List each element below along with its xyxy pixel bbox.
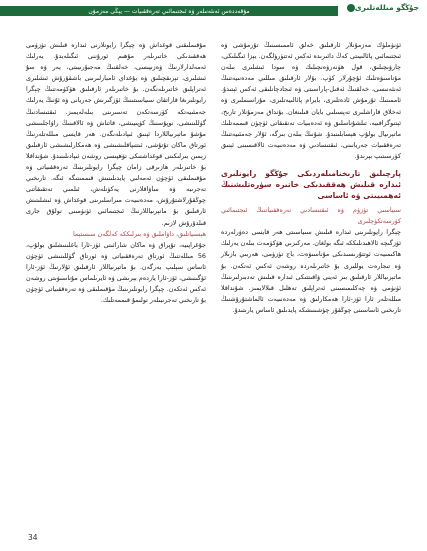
section-subheading: سىياسىي تۈزۈم ۋە ئىقتىسادىي تەرەققىياتنىڭ ئىجتىمائىي كۆرسەتكۈچلىرى	[221, 206, 401, 226]
page-number: 34	[28, 533, 38, 542]
right-paragraph-2: چېگرا رايونلىرىنى ئىدارە قىلىش سىياسىتى ھەر قايسى دەۋرلەردە ئۆزگىچە ئالاھىدىلىككە ئىگە بولغان. مەركىزىي ھۆكۈمەت بىلەن يەرلىك ھاكىمىيەت ئوتتۇرىسىدىكى مۇناسىۋەت، باج تۈزۈمى، ھەربىي بازىلار ۋە تىجارەت يوللىرى بۇ خاتىرىلەردە روشەن ئەكس ئەتكەن. بۇ ماتېرىياللار ئارقىلىق بىز ئەينى ۋاقىتتىكى ئىدارە قىلىش تەدبىرلىرىنىڭ ئۈنۈمى ۋە چەكلىمىسىنى ئەتراپلىق تەھلىل قىلالايمىز. شۇنداقلا مىللەتلەر ئارا ئۆز-ئارا ھەمكارلىق ۋە مەدەنىيەت ئالماشتۇرۇشنىڭ تارىخىي ئاساسىنى چوڭقۇر چۈشىنىشكە پايدىلىق ئاساس يارىتىدۇ.	[221, 228, 401, 314]
logo-mark-icon	[347, 4, 355, 12]
journal-logo-text: جۇڭگو مىللەتلىرى	[354, 3, 419, 12]
right-paragraph-1: ئۈنۈملۈك مەزمۇنلار ئارقىلىق خەلق ئاممىسىنىڭ تۇرمۇشى ۋە ئىجتىمائىي پائالىيىتى كەڭ دائىرىدە ئەكس ئەتتۈرۈلگەن. يېزا ئىگىلىكى، چارۋىچىلىق، قول ھۈنەرۋەنچىلىك ۋە سودا ئىشلىرى بىلەن مۇناسىۋەتلىك ئۇچۇرلار كۆپ. بۇلار ئارقىلىق مىللىي مەدەنىيەتنىڭ ئەنئەنىسى، خەلقنىڭ ئەقىل-پاراسىتى ۋە ئىجادچانلىقى ئەكس ئېتىدۇ. ئاممىنىڭ تۇرمۇش ئادەتلىرى، بايرام پائالىيەتلىرى، مۇراسىملىرى ۋە ئەخلاق قاراشلىرى تەپسىلىي بايان قىلىنغان. بۇنداق مەزمۇنلار تارىخ، ئېتنوگرافىيە، تىلشۇناسلىق ۋە ئەدەبىيات تەتقىقاتى ئۈچۈن قىممەتلىك ماتېرىيال بولۇپ ھېسابلىنىدۇ. شۇنىڭ بىلەن بىرگە، ئۇلار جەمئىيەتنىڭ تەرەققىيات جەريانىنى، ئىقتىسادىي ۋە مەدەنىيەت ئالاقىسىنى ئېنىق كۆرسىتىپ بېرىدۇ.	[221, 41, 401, 160]
section-heading: پارچىلىق تارىخنامىلەردىكى جۇڭگو رايونلىرى ئىدارە قىلىش ھەققىدىكى خاتىرە سۈرەتلىشنىڭ ئەھمىيىتى ۋە ئاساسى	[221, 169, 401, 201]
left-paragraph-2: جۇغراپىيە، تۇپراق ۋە ماكان شارائىتى ئۆز-ئارا باغلىنىشلىق بولۇپ، 56 مىللەتنىڭ ئورتاق تەرەققىياتى ۋە ئورتاق گۈللىنىشى ئۈچۈن ئاساس سېلىپ بەرگەن. بۇ ماتېرىياللار ئارقىلىق ئۇلارنىڭ ئۆز-ئارا ئۆگىنىشى، ئۆز-ئارا ياردەم بېرىشى ۋە ئايرىلماس مۇناسىۋىتى روشەن ئەكس ئەتكەن. چېگرا رايونلىرىنىڭ مۇقىملىقى ۋە تەرەققىياتى ئۈچۈن بۇ تارىخىي تەجرىبىلەر تولىمۇ قىممەتلىك.	[26, 240, 206, 305]
journal-logo	[344, 3, 419, 12]
running-header	[0, 0, 427, 20]
right-column	[221, 40, 401, 316]
left-paragraph-1: مۇقىملىقنى قوغداش ۋە چېگرا رايونلارنى ئىدارە قىلىش تۈزۈمى ھەققىدىكى خاتىرىلەر مۇھىم ئورۇننى ئىگىلەيدۇ. يەرلىك ئەمەلدارلارنىڭ ۋەزىپىسى، خەلقنىڭ مەجبۇرىيىتى، يەر ۋە سۇ ئىشلىرى، تېرىقچىلىق ۋە بۇغداي ئامبارلىرىنى باشقۇرۇش ئىشلىرى ئەتراپلىق خاتىرىلەنگەن. بۇ خاتىرىلەر ئارقىلىق ھۆكۈمەتنىڭ چېگرا رايونلىرىغا قاراتقان سىياسىتىنىڭ ئۆزگىرىش جەريانى ۋە ئۇنىڭ يەرلىك جەمئىيەتكە كۆرسەتكەن تەسىرىنى بىلەلەيمىز. ئىقتىسادنىڭ گۈللىنىشى، نوپۇسنىڭ كۆپىيىشى، قاتناش ۋە ئالاقىنىڭ راۋاجلىنىشى مۇشۇ ماتېرىياللاردا ئېنىق ئىپادىلەنگەن. ھەر قايسى مىللەتلەرنىڭ ئورتاق ماكان تۇتۇشى، ئىتتىپاقلىشىشى ۋە ھەمكارلىشىشى ئارقىلىق زېمىن بىرلىكىنى قوغداشتىكى تۆھپىسى روشەن ئىپادىلىنىدۇ. شۇنداقلا بۇ خاتىرىلەر ھازىرقى زامان چېگرا رايونلىرىنىڭ تەرەققىياتى ۋە مۇقىملىقى ئۈچۈن ئەمەلىي پايدىلىنىش قىممىتىگە ئىگە. تارىخىي تەجرىبە ۋە ساۋاقلارنى يەكۈنلەش، ئىلمىي تەتقىقاتنى چوڭقۇرلاشتۇرۇش، مەدەنىيەت مىراسلىرىنى قوغداش ۋە ئىشلىتىش ئارقىلىق بۇ ماتېرىياللارنىڭ ئىجتىمائىي ئۈنۈمىنى تولۇق جارى قىلدۇرۇش لازىم.	[26, 41, 206, 227]
header-strip-text: مۇقەددەس ئەنئەنىلەر ۋە ئىجتىمائىي تەرەققىيات — يېڭى مەزمۇن	[88, 7, 250, 15]
left-subheading: ھېسىياتلىق، داۋاملىق ۋە بىرلىككە كەلگەن سىستېما	[72, 229, 206, 238]
left-column	[26, 40, 206, 306]
header-strip	[0, 6, 338, 16]
